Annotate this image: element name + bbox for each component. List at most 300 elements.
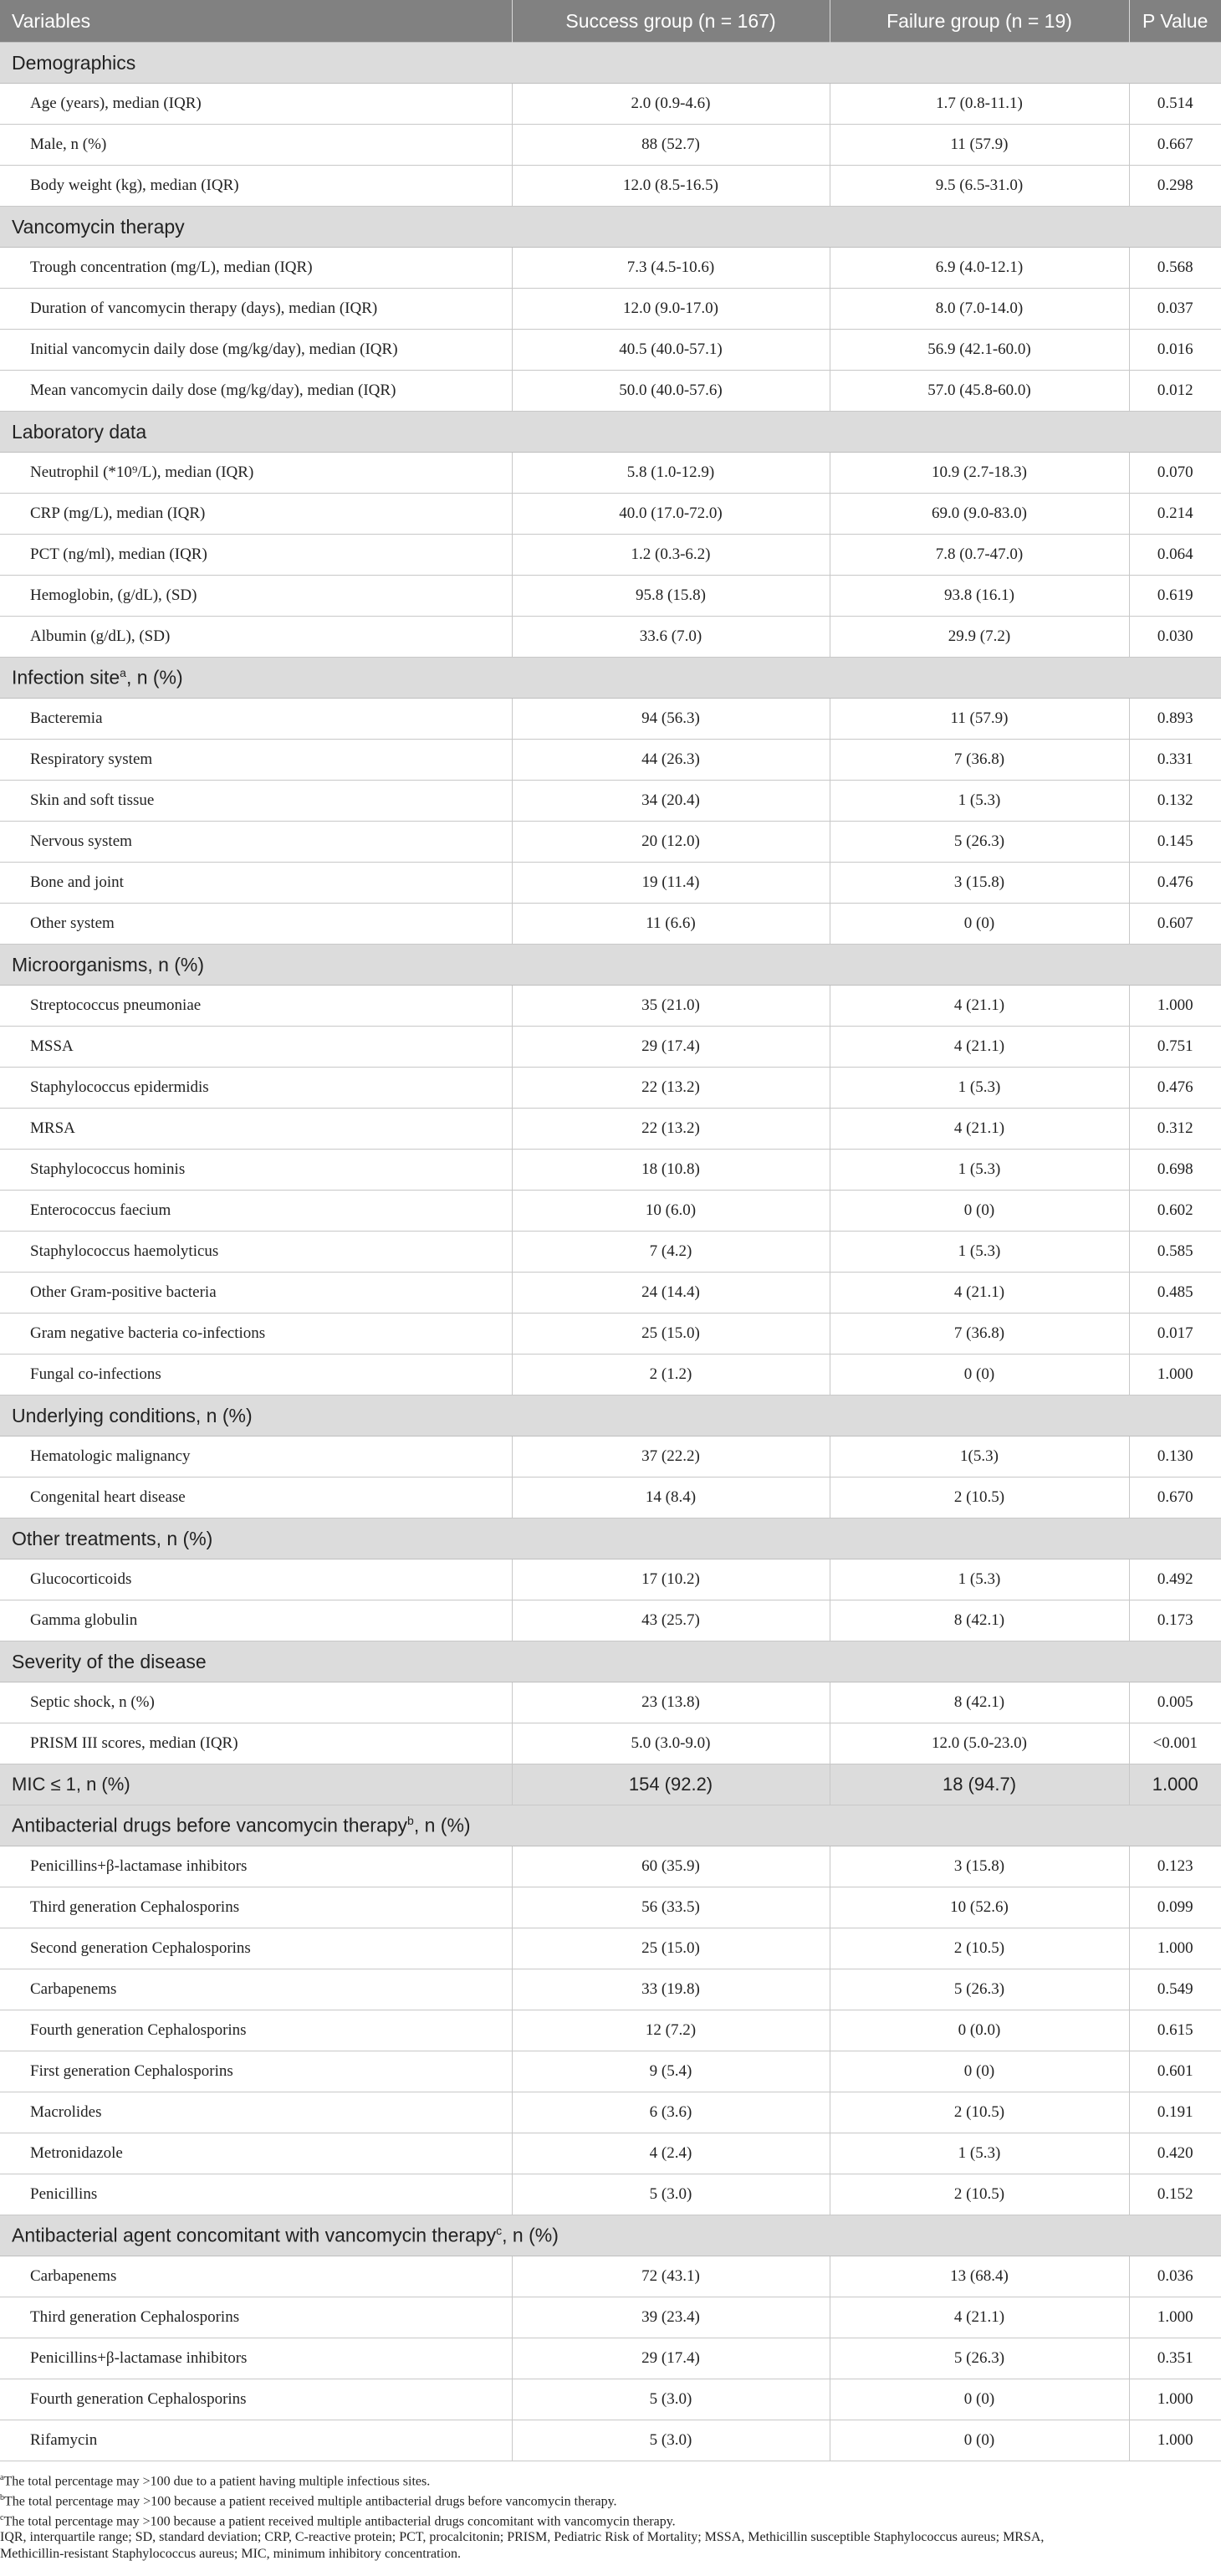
failure-value: 5 (26.3) [830,822,1129,863]
failure-value: 56.9 (42.1-60.0) [830,330,1129,371]
row-label: Gram negative bacteria co-infections [0,1314,512,1355]
p-value: 0.099 [1129,1887,1221,1928]
success-value: 6 (3.6) [512,2092,830,2133]
table-row [0,617,1221,658]
failure-value: 0 (0) [830,1191,1129,1232]
failure-value: 1 (5.3) [830,1559,1129,1600]
footnote-line [0,2490,1221,2510]
section-title-text: Infection site [12,666,120,689]
row-label: CRP (mg/L), median (IQR) [0,494,512,535]
success-value: 29 (17.4) [512,2338,830,2379]
section-title-text: Severity of the disease [12,1650,207,1672]
failure-value: 0 (0.0) [830,2010,1129,2051]
p-value: 0.017 [1129,1314,1221,1355]
row-label: Bacteremia [0,699,512,740]
section-title-text: Antibacterial drugs before vancomycin therapy [12,1814,408,1836]
p-value: 1.000 [1129,2420,1221,2461]
section-header-row [0,945,1221,986]
success-value: 72 (43.1) [512,2256,830,2297]
section-title-text: Vancomycin therapy [12,215,185,238]
table-row [0,453,1221,494]
p-value: 0.012 [1129,371,1221,412]
p-value: 0.036 [1129,2256,1221,2297]
failure-value: 1 (5.3) [830,2133,1129,2174]
success-value: 5 (3.0) [512,2174,830,2215]
failure-value: 5 (26.3) [830,1969,1129,2010]
p-value: 0.173 [1129,1600,1221,1641]
footnote-line [0,2546,1221,2563]
footnotes [0,2466,1221,2562]
table-row [0,904,1221,945]
success-value: 40.5 (40.0-57.1) [512,330,830,371]
failure-value: 10.9 (2.7-18.3) [830,453,1129,494]
success-value: 20 (12.0) [512,822,830,863]
failure-value: 10 (52.6) [830,1887,1129,1928]
p-value: 0.030 [1129,617,1221,658]
p-value: 1.000 [1129,2297,1221,2338]
table-row [0,740,1221,781]
p-value: 0.667 [1129,125,1221,166]
table-row [0,1600,1221,1641]
success-value: 25 (15.0) [512,1928,830,1969]
section-title-suffix: , n (%) [125,666,183,689]
success-value: 5 (3.0) [512,2420,830,2461]
failure-value: 0 (0) [830,2051,1129,2092]
table-row [0,2010,1221,2051]
table-row [0,1068,1221,1109]
failure-value: 4 (21.1) [830,986,1129,1027]
row-label: Bone and joint [0,863,512,904]
p-value: 0.601 [1129,2051,1221,2092]
section-title-text: Other treatments, n (%) [12,1527,213,1549]
success-value: 19 (11.4) [512,863,830,904]
footnote-mark: b [0,2492,4,2502]
row-label: Rifamycin [0,2420,512,2461]
p-value: 0.514 [1129,84,1221,125]
failure-value: 4 (21.1) [830,2297,1129,2338]
row-label: Hematologic malignancy [0,1437,512,1477]
failure-value: 1 (5.3) [830,1150,1129,1191]
table-row [0,1150,1221,1191]
table-row [0,248,1221,289]
footnote-mark: c [0,2512,4,2522]
header-p-value: P Value [1129,0,1221,43]
success-value: 5.8 (1.0-12.9) [512,453,830,494]
p-value: 0.005 [1129,1682,1221,1723]
failure-value: 4 (21.1) [830,1027,1129,1068]
table-row [0,1109,1221,1150]
success-value: 88 (52.7) [512,125,830,166]
section-title-text: Laboratory data [12,420,147,443]
table-row [0,535,1221,576]
p-value: 0.298 [1129,166,1221,207]
section-header-row [0,1805,1221,1846]
section-title [0,2215,1221,2256]
row-label: Macrolides [0,2092,512,2133]
success-value: 22 (13.2) [512,1109,830,1150]
table-row [0,986,1221,1027]
p-value: 0.485 [1129,1273,1221,1314]
footnote-line [0,2529,1221,2546]
row-label: Skin and soft tissue [0,781,512,822]
failure-value: 9.5 (6.5-31.0) [830,166,1129,207]
success-value: 34 (20.4) [512,781,830,822]
section-title [0,1396,1221,1437]
failure-value: 7 (36.8) [830,740,1129,781]
p-value: 0.607 [1129,904,1221,945]
success-value: 5 (3.0) [512,2379,830,2420]
success-value: 12.0 (8.5-16.5) [512,166,830,207]
header-row [0,0,1221,43]
p-value: 0.016 [1129,330,1221,371]
table-row [0,1764,1221,1805]
footnote-mark: a [0,2473,4,2482]
failure-value: 11 (57.9) [830,699,1129,740]
section-title [0,658,1221,699]
success-value: 56 (33.5) [512,1887,830,1928]
p-value: 0.214 [1129,494,1221,535]
success-value: 60 (35.9) [512,1846,830,1887]
failure-value: 2 (10.5) [830,2092,1129,2133]
table-row [0,822,1221,863]
table-row [0,1477,1221,1518]
row-label: Third generation Cephalosporins [0,2297,512,2338]
section-title-suffix: , n (%) [413,1814,471,1836]
success-value: 7.3 (4.5-10.6) [512,248,830,289]
row-label: Second generation Cephalosporins [0,1928,512,1969]
p-value: 0.130 [1129,1437,1221,1477]
failure-value: 13 (68.4) [830,2256,1129,2297]
p-value: 0.070 [1129,453,1221,494]
row-label: Gamma globulin [0,1600,512,1641]
p-value: 1.000 [1129,986,1221,1027]
p-value: 0.312 [1129,1109,1221,1150]
section-header-row [0,1518,1221,1559]
p-value: 0.893 [1129,699,1221,740]
failure-value: 6.9 (4.0-12.1) [830,248,1129,289]
section-title-text: Microorganisms, n (%) [12,953,205,976]
table-row [0,863,1221,904]
failure-value: 4 (21.1) [830,1109,1129,1150]
p-value: 0.037 [1129,289,1221,330]
table-row [0,2338,1221,2379]
table-row [0,576,1221,617]
row-label: Respiratory system [0,740,512,781]
section-header-row [0,658,1221,699]
p-value: 0.123 [1129,1846,1221,1887]
success-value: 7 (4.2) [512,1232,830,1273]
table-row [0,2297,1221,2338]
p-value: 0.476 [1129,863,1221,904]
row-label: PCT (ng/ml), median (IQR) [0,535,512,576]
p-value: 0.064 [1129,535,1221,576]
row-label: Staphylococcus hominis [0,1150,512,1191]
failure-value: 8 (42.1) [830,1600,1129,1641]
table-row [0,699,1221,740]
success-value: 12.0 (9.0-17.0) [512,289,830,330]
p-value: 1.000 [1129,1355,1221,1396]
failure-value: 1.7 (0.8-11.1) [830,84,1129,125]
p-value: 0.492 [1129,1559,1221,1600]
table-row [0,1314,1221,1355]
failure-value: 0 (0) [830,2379,1129,2420]
row-label: Streptococcus pneumoniae [0,986,512,1027]
footnote-mark: b [407,1814,414,1828]
p-value: 0.351 [1129,2338,1221,2379]
footnote-text: IQR, interquartile range; SD, standard deviation; CRP, C-reactive protein; PCT, procalcitonin; PRISM, Pediatric Risk of Mortality; MSSA, Methicillin susceptible Staphylococcus aureus; MRSA, [0,2530,1045,2545]
footnote-line [0,2510,1221,2530]
failure-value: 2 (10.5) [830,1477,1129,1518]
p-value: 0.476 [1129,1068,1221,1109]
row-label: MIC ≤ 1, n (%) [0,1764,512,1805]
table-row [0,1027,1221,1068]
table-row [0,2092,1221,2133]
table-row [0,330,1221,371]
footnote-line [0,2470,1221,2490]
p-value: 0.145 [1129,822,1221,863]
table-row [0,2051,1221,2092]
success-value: 33.6 (7.0) [512,617,830,658]
section-header-row [0,207,1221,248]
failure-value: 8.0 (7.0-14.0) [830,289,1129,330]
row-label: Other Gram-positive bacteria [0,1273,512,1314]
row-label: Trough concentration (mg/L), median (IQR) [0,248,512,289]
success-value: 18 (10.8) [512,1150,830,1191]
success-value: 9 (5.4) [512,2051,830,2092]
table-row [0,371,1221,412]
table-row [0,1559,1221,1600]
row-label: MRSA [0,1109,512,1150]
failure-value: 1 (5.3) [830,781,1129,822]
row-label: Neutrophil (*10⁹/L), median (IQR) [0,453,512,494]
p-value: 1.000 [1129,1764,1221,1805]
failure-value: 18 (94.7) [830,1764,1129,1805]
table-row [0,494,1221,535]
p-value: 0.619 [1129,576,1221,617]
row-label: Penicillins [0,2174,512,2215]
p-value: 0.751 [1129,1027,1221,1068]
success-value: 95.8 (15.8) [512,576,830,617]
failure-value: 12.0 (5.0-23.0) [830,1723,1129,1764]
header-success-group: Success group (n = 167) [512,0,830,43]
section-header-row [0,412,1221,453]
row-label: Staphylococcus haemolyticus [0,1232,512,1273]
table-row [0,1887,1221,1928]
table-row [0,1682,1221,1723]
row-label: Carbapenems [0,2256,512,2297]
row-label: Albumin (g/dL), (SD) [0,617,512,658]
table-row [0,1846,1221,1887]
success-value: 17 (10.2) [512,1559,830,1600]
row-label: Initial vancomycin daily dose (mg/kg/day), median (IQR) [0,330,512,371]
row-label: Fourth generation Cephalosporins [0,2010,512,2051]
table-row [0,2256,1221,2297]
failure-value: 8 (42.1) [830,1682,1129,1723]
success-value: 154 (92.2) [512,1764,830,1805]
table-row [0,1273,1221,1314]
failure-value: 0 (0) [830,904,1129,945]
section-header-row [0,43,1221,84]
success-value: 5.0 (3.0-9.0) [512,1723,830,1764]
row-label: Penicillins+β-lactamase inhibitors [0,2338,512,2379]
failure-value: 0 (0) [830,2420,1129,2461]
row-label: First generation Cephalosporins [0,2051,512,2092]
failure-value: 2 (10.5) [830,2174,1129,2215]
footnote-text: The total percentage may >100 because a patient received multiple antibacterial drugs concomitant with vancomycin therapy. [3,2513,676,2528]
footnote-mark: c [496,2224,503,2238]
row-label: Nervous system [0,822,512,863]
table-row [0,1928,1221,1969]
p-value: 0.615 [1129,2010,1221,2051]
success-value: 4 (2.4) [512,2133,830,2174]
success-value: 29 (17.4) [512,1027,830,1068]
section-title [0,412,1221,453]
section-title [0,207,1221,248]
row-label: Fungal co-infections [0,1355,512,1396]
failure-value: 57.0 (45.8-60.0) [830,371,1129,412]
p-value: 0.152 [1129,2174,1221,2215]
table-row [0,781,1221,822]
row-label: Body weight (kg), median (IQR) [0,166,512,207]
row-label: Third generation Cephalosporins [0,1887,512,1928]
success-value: 94 (56.3) [512,699,830,740]
table-row [0,2379,1221,2420]
footnote-mark: a [120,666,126,680]
failure-value: 2 (10.5) [830,1928,1129,1969]
footnote-text: The total percentage may >100 due to a patient having multiple infectious sites. [3,2474,431,2489]
success-value: 39 (23.4) [512,2297,830,2338]
failure-value: 0 (0) [830,1355,1129,1396]
table-row [0,2133,1221,2174]
success-value: 37 (22.2) [512,1437,830,1477]
failure-value: 1 (5.3) [830,1068,1129,1109]
failure-value: 7.8 (0.7-47.0) [830,535,1129,576]
success-value: 24 (14.4) [512,1273,830,1314]
table-row [0,289,1221,330]
success-value: 43 (25.7) [512,1600,830,1641]
row-label: PRISM III scores, median (IQR) [0,1723,512,1764]
row-label: Septic shock, n (%) [0,1682,512,1723]
table-row [0,1232,1221,1273]
p-value: <0.001 [1129,1723,1221,1764]
failure-value: 4 (21.1) [830,1273,1129,1314]
p-value: 0.549 [1129,1969,1221,2010]
row-label: Congenital heart disease [0,1477,512,1518]
failure-value: 69.0 (9.0-83.0) [830,494,1129,535]
p-value: 0.132 [1129,781,1221,822]
table-row [0,84,1221,125]
success-value: 50.0 (40.0-57.6) [512,371,830,412]
row-label: MSSA [0,1027,512,1068]
failure-value: 29.9 (7.2) [830,617,1129,658]
success-value: 40.0 (17.0-72.0) [512,494,830,535]
table-row [0,1723,1221,1764]
section-title [0,1805,1221,1846]
row-label: Penicillins+β-lactamase inhibitors [0,1846,512,1887]
table-row [0,2420,1221,2461]
section-header-row [0,1641,1221,1682]
failure-value: 3 (15.8) [830,863,1129,904]
row-label: Mean vancomycin daily dose (mg/kg/day), median (IQR) [0,371,512,412]
p-value: 0.585 [1129,1232,1221,1273]
success-value: 22 (13.2) [512,1068,830,1109]
section-header-row [0,1396,1221,1437]
success-value: 1.2 (0.3-6.2) [512,535,830,576]
row-label: Carbapenems [0,1969,512,2010]
table-row [0,1969,1221,2010]
row-label: Other system [0,904,512,945]
table-row [0,1437,1221,1477]
header-failure-group: Failure group (n = 19) [830,0,1129,43]
section-title [0,945,1221,986]
footnote-text: Methicillin-resistant Staphylococcus aureus; MIC, minimum inhibitory concentration. [0,2546,462,2561]
failure-value: 5 (26.3) [830,2338,1129,2379]
p-value: 0.191 [1129,2092,1221,2133]
success-value: 10 (6.0) [512,1191,830,1232]
row-label: Hemoglobin, (g/dL), (SD) [0,576,512,617]
row-label: Enterococcus faecium [0,1191,512,1232]
success-value: 11 (6.6) [512,904,830,945]
success-value: 44 (26.3) [512,740,830,781]
p-value: 1.000 [1129,2379,1221,2420]
success-value: 23 (13.8) [512,1682,830,1723]
success-value: 2.0 (0.9-4.6) [512,84,830,125]
row-label: Metronidazole [0,2133,512,2174]
failure-value: 93.8 (16.1) [830,576,1129,617]
success-value: 35 (21.0) [512,986,830,1027]
section-title [0,43,1221,84]
table-row [0,166,1221,207]
success-value: 2 (1.2) [512,1355,830,1396]
failure-value: 1(5.3) [830,1437,1129,1477]
section-title [0,1518,1221,1559]
p-value: 0.331 [1129,740,1221,781]
failure-value: 7 (36.8) [830,1314,1129,1355]
failure-value: 3 (15.8) [830,1846,1129,1887]
section-title-text: Antibacterial agent concomitant with vancomycin therapy [12,2224,497,2246]
header-variables: Variables [0,0,512,43]
table-row [0,2174,1221,2215]
section-title [0,1641,1221,1682]
p-value: 0.602 [1129,1191,1221,1232]
section-title-text: Demographics [12,51,136,74]
success-value: 14 (8.4) [512,1477,830,1518]
table-row [0,1355,1221,1396]
row-label: Age (years), median (IQR) [0,84,512,125]
p-value: 1.000 [1129,1928,1221,1969]
table-body [0,43,1221,2461]
success-value: 25 (15.0) [512,1314,830,1355]
section-title-text: Underlying conditions, n (%) [12,1404,253,1426]
success-value: 33 (19.8) [512,1969,830,2010]
failure-value: 1 (5.3) [830,1232,1129,1273]
section-header-row [0,2215,1221,2256]
success-value: 12 (7.2) [512,2010,830,2051]
p-value: 0.698 [1129,1150,1221,1191]
row-label: Fourth generation Cephalosporins [0,2379,512,2420]
table-row [0,125,1221,166]
row-label: Duration of vancomycin therapy (days), median (IQR) [0,289,512,330]
section-title-suffix: , n (%) [502,2224,559,2246]
p-value: 0.420 [1129,2133,1221,2174]
p-value: 0.568 [1129,248,1221,289]
row-label: Staphylococcus epidermidis [0,1068,512,1109]
footnote-text: The total percentage may >100 because a patient received multiple antibacterial drugs before vancomycin therapy. [4,2494,617,2509]
failure-value: 11 (57.9) [830,125,1129,166]
row-label: Male, n (%) [0,125,512,166]
row-label: Glucocorticoids [0,1559,512,1600]
table-row [0,1191,1221,1232]
